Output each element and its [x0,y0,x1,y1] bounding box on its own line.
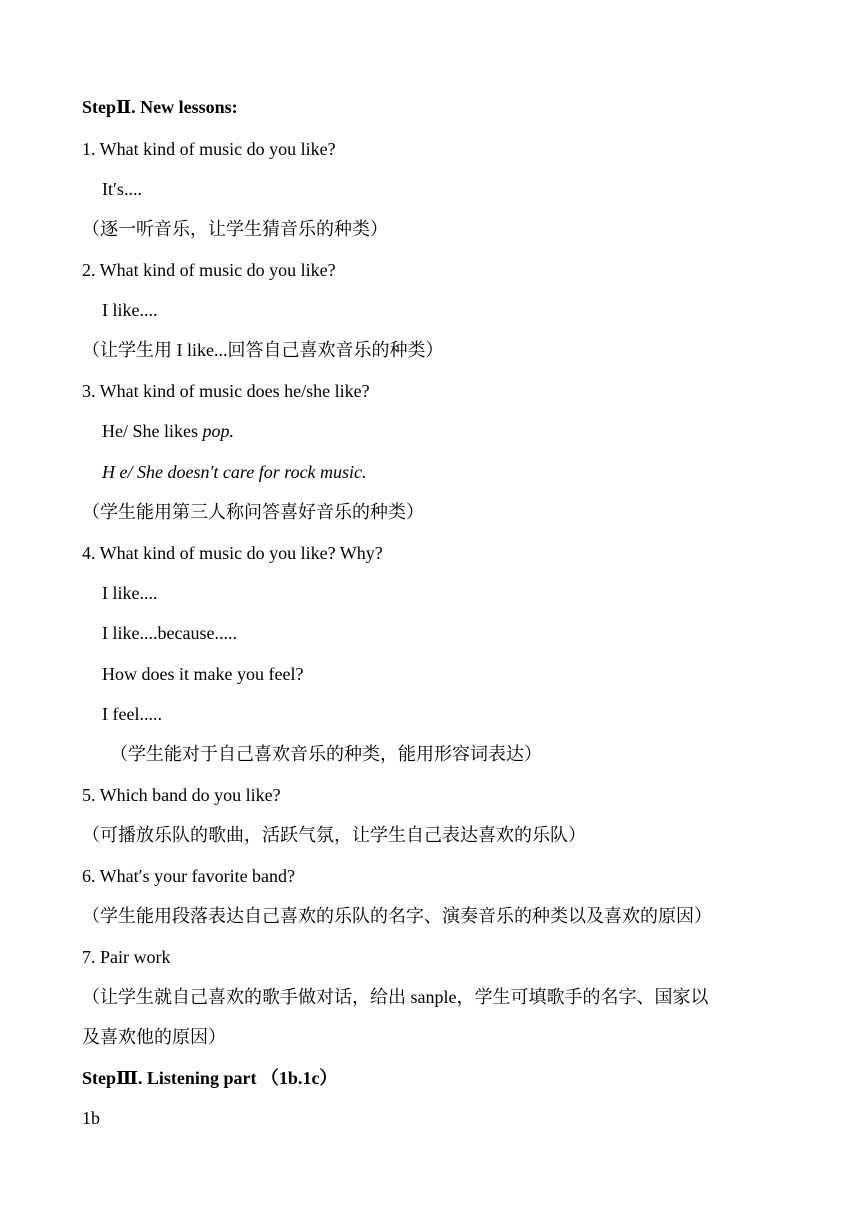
question-6: 6. What′s your favorite band? [82,866,296,886]
answer-3b: H e/ She doesn′t care for rock music. [102,462,367,482]
question-5: 5. Which band do you like? [82,785,281,805]
note-1: （逐一听音乐，让学生猜音乐的种类） [82,219,388,239]
answer-4d: I feel..... [102,704,162,724]
answer-2: I like.... [102,300,158,320]
question-2: 2. What kind of music do you like? [82,260,336,280]
answer-3-prefix: He/ She likes [102,421,203,441]
note-7b: 及喜欢他的原因） [82,1027,226,1047]
answer-1: It′s.... [102,179,142,199]
answer-4b: I like....because..... [102,623,237,643]
step2-heading: StepⅡ. New lessons: [82,97,238,117]
answer-3-italic: pop. [202,421,234,441]
note-3: （学生能用第三人称问答喜好音乐的种类） [82,502,424,522]
answer-4c: How does it make you feel? [102,664,304,684]
question-1: 1. What kind of music do you like? [82,139,336,159]
note-4: （学生能对于自己喜欢音乐的种类，能用形容词表达） [110,744,542,764]
answer-3 [102,419,234,443]
question-7: 7. Pair work [82,947,171,967]
question-4: 4. What kind of music do you like? Why? [82,543,383,563]
note-6: （学生能用段落表达自己喜欢的乐队的名字、演奏音乐的种类以及喜欢的原因） [82,906,712,926]
note-2: （让学生用 I like...回答自己喜欢音乐的种类） [82,340,444,360]
section-1b: 1b [82,1108,100,1128]
question-3: 3. What kind of music does he/she like? [82,381,370,401]
note-7a: （让学生就自己喜欢的歌手做对话，给出 sanple，学生可填歌手的名字、国家以 [82,987,709,1007]
answer-4a: I like.... [102,583,158,603]
step3-heading: StepⅢ. Listening part （1b.1c） [82,1068,338,1088]
note-5: （可播放乐队的歌曲，活跃气氛，让学生自己表达喜欢的乐队） [82,825,586,845]
